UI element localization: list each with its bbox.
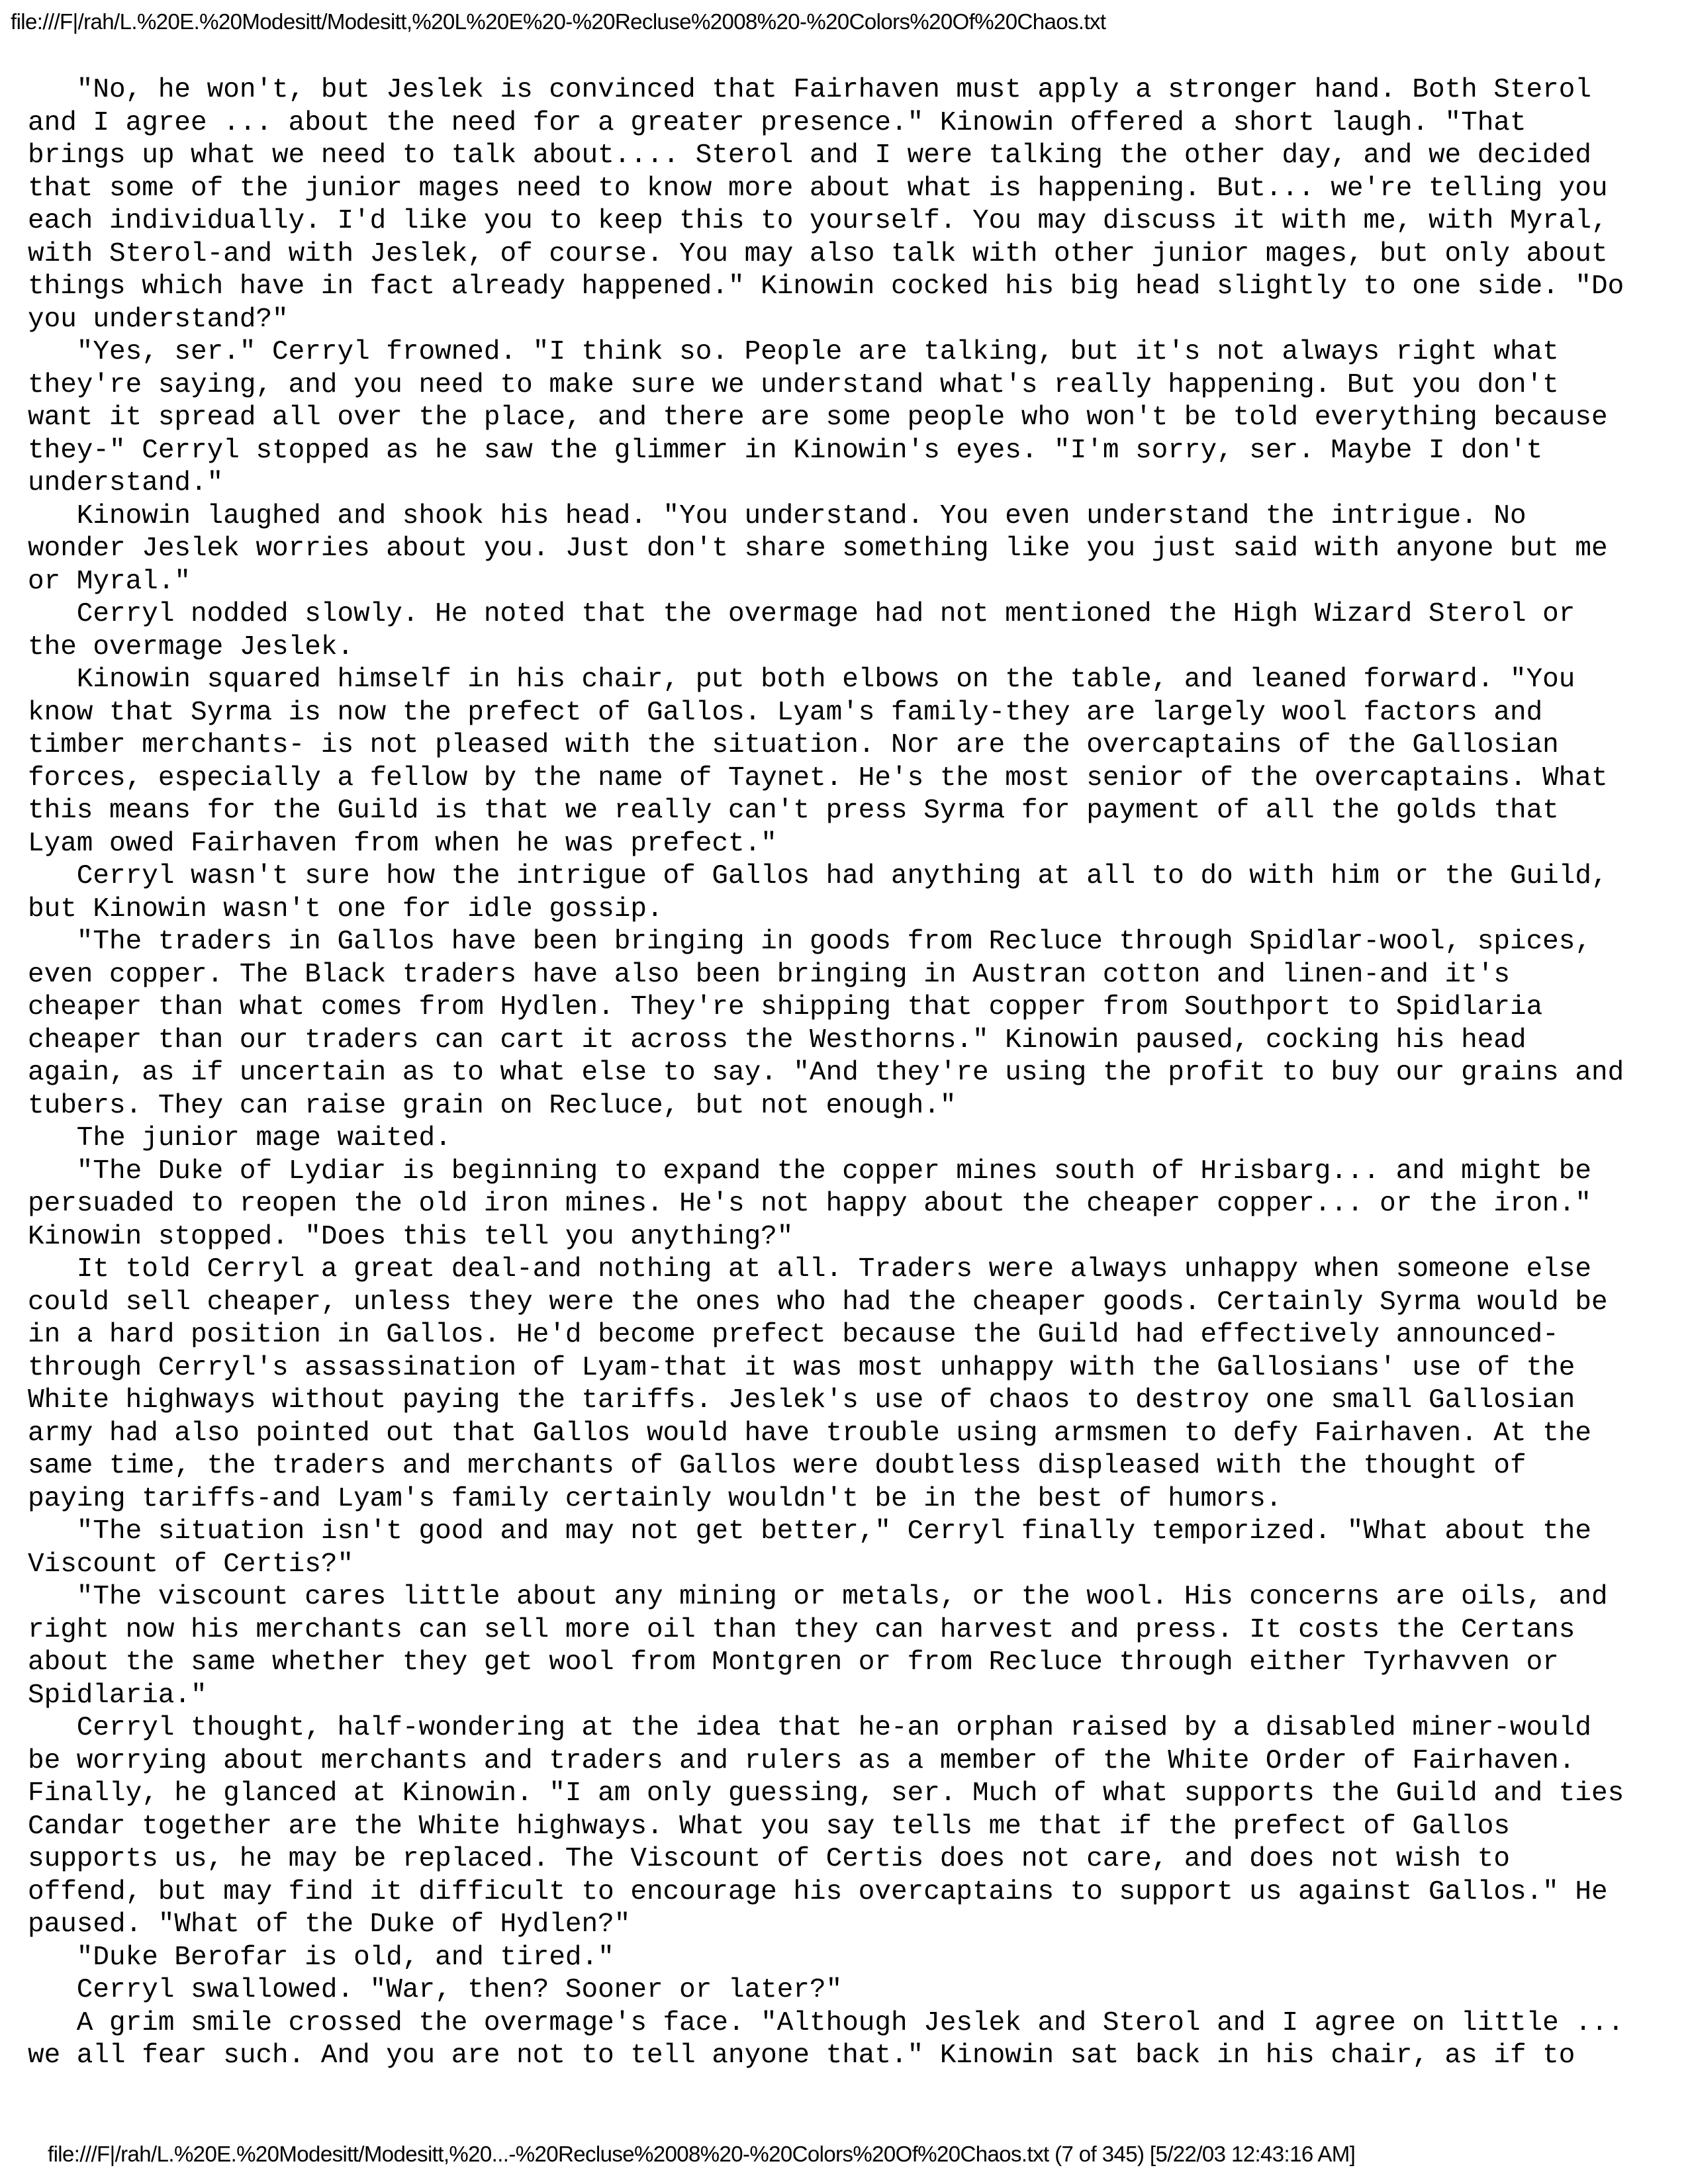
text-line: "No, he won't, but Jeslek is convinced that Fairhaven must apply a stronger hand. Both Sterol (28, 75, 1591, 105)
text-line: through Cerryl's assassination of Lyam-that it was most unhappy with the Gallosians' use of the (28, 1352, 1575, 1383)
text-line: we all fear such. And you are not to tell anyone that." Kinowin sat back in his chair, as if to (28, 2040, 1575, 2071)
text-line: cheaper than what comes from Hydlen. They're shipping that copper from Southport to Spidlaria (28, 992, 1543, 1023)
text-line: even copper. The Black traders have also been bringing in Austran cotton and linen-and it's (28, 959, 1510, 990)
text-line: things which have in fact already happened." Kinowin cocked his big head slightly to one side. "Do (28, 271, 1624, 302)
text-line: Lyam owed Fairhaven from when he was prefect." (28, 828, 777, 859)
text-line: they-" Cerryl stopped as he saw the glimmer in Kinowin's eyes. "I'm sorry, ser. Maybe I don't (28, 435, 1543, 466)
text-line: or Myral." (28, 566, 191, 597)
text-line: The junior mage waited. (28, 1123, 451, 1154)
text-line: Kinowin laughed and shook his head. "You understand. You even understand the intrigue. No (28, 500, 1526, 531)
text-line: wonder Jeslek worries about you. Just don't share something like you just said with anyone but me (28, 533, 1608, 564)
text-line: paused. "What of the Duke of Hydlen?" (28, 1909, 631, 1940)
text-line: "The Duke of Lydiar is beginning to expand the copper mines south of Hrisbarg... and might be (28, 1156, 1591, 1187)
text-line: know that Syrma is now the prefect of Gallos. Lyam's family-they are largely wool factors and (28, 697, 1543, 728)
text-line: Kinowin squared himself in his chair, put both elbows on the table, and leaned forward. "You (28, 664, 1575, 695)
text-line: "Yes, ser." Cerryl frowned. "I think so. People are talking, but it's not always right what (28, 337, 1559, 367)
text-line: Spidlaria." (28, 1680, 207, 1711)
text-line: about the same whether they get wool from Montgren or from Recluce through either Tyrhavven or (28, 1647, 1559, 1678)
text-line: Cerryl wasn't sure how the intrigue of Gallos had anything at all to do with him or the Guild, (28, 861, 1608, 891)
text-line: with Sterol-and with Jeslek, of course. You may also talk with other junior mages, but only about (28, 238, 1608, 269)
text-line: the overmage Jeslek. (28, 631, 354, 662)
text-line: forces, especially a fellow by the name of Taynet. He's the most senior of the overcaptains. What (28, 762, 1608, 794)
text-line: but Kinowin wasn't one for idle gossip. (28, 893, 663, 925)
text-line: White highways without paying the tariffs. Jeslek's use of chaos to destroy one small Gallosian (28, 1385, 1575, 1416)
text-line: Candar together are the White highways. What you say tells me that if the prefect of Gallos (28, 1811, 1510, 1842)
text-line: tubers. They can raise grain on Recluce, but not enough." (28, 1090, 957, 1121)
text-line: brings up what we need to talk about.... Sterol and I were talking the other day, and we decided (28, 140, 1591, 171)
page-header-file-path: file:///F|/rah/L.%20E.%20Modesitt/Modesitt,%20L%20E%20-%20Recluse%2008%20-%20Colors%20Of%20Chaos.txt (11, 9, 1106, 34)
text-line: Cerryl thought, half-wondering at the idea that he-an orphan raised by a disabled miner-would (28, 1713, 1591, 1743)
text-line: "The situation isn't good and may not get better," Cerryl finally temporized. "What about the (28, 1516, 1591, 1547)
text-line: this means for the Guild is that we really can't press Syrma for payment of all the golds that (28, 796, 1559, 826)
text-line: again, as if uncertain as to what else to say. "And they're using the profit to buy our grains and (28, 1058, 1624, 1088)
text-line: right now his merchants can sell more oil than they can harvest and press. It costs the Certans (28, 1614, 1575, 1645)
text-line: Cerryl swallowed. "War, then? Sooner or later?" (28, 1975, 843, 2005)
text-line: in a hard position in Gallos. He'd become prefect because the Guild had effectively announced- (28, 1320, 1559, 1350)
text-line: same time, the traders and merchants of Gallos were doubtless displeased with the thought of (28, 1451, 1526, 1481)
text-line: each individually. I'd like you to keep this to yourself. You may discuss it with me, with Myral, (28, 206, 1608, 236)
text-line: cheaper than our traders can cart it across the Westhorns." Kinowin paused, cocking his head (28, 1024, 1526, 1056)
text-line: A grim smile crossed the overmage's face. "Although Jeslek and Sterol and I agree on little ... (28, 2007, 1624, 2038)
page-footer-file-path: file:///F|/rah/L.%20E.%20Modesitt/Modesitt,%20...-%20Recluse%2008%20-%20Colors%20Of%20Chaos.txt (7 of 345) [5/22/03 12:43:16 AM] (48, 2142, 1356, 2166)
text-line: paying tariffs-and Lyam's family certainly wouldn't be in the best of humors. (28, 1483, 1282, 1514)
text-line: Cerryl nodded slowly. He noted that the overmage had not mentioned the High Wizard Sterol or (28, 599, 1575, 629)
text-line: could sell cheaper, unless they were the ones who had the cheaper goods. Certainly Syrma would be (28, 1287, 1608, 1318)
document-body (28, 74, 1669, 2073)
text-line: It told Cerryl a great deal-and nothing at all. Traders were always unhappy when someone else (28, 1254, 1591, 1285)
text-line: "Duke Berofar is old, and tired." (28, 1942, 614, 1973)
text-line: "The viscount cares little about any mining or metals, or the wool. His concerns are oils, and (28, 1582, 1608, 1612)
text-line: and I agree ... about the need for a greater presence." Kinowin offered a short laugh. "That (28, 107, 1526, 138)
text-line: supports us, he may be replaced. The Viscount of Certis does not care, and does not wish to (28, 1844, 1510, 1874)
text-line: understand." (28, 468, 224, 498)
text-line: Kinowin stopped. "Does this tell you anything?" (28, 1221, 794, 1252)
text-line: be worrying about merchants and traders and rulers as a member of the White Order of Fairhaven. (28, 1745, 1575, 1776)
text-line: that some of the junior mages need to know more about what is happening. But... we're telling you (28, 173, 1608, 204)
text-line: Finally, he glanced at Kinowin. "I am only guessing, ser. Much of what supports the Guild and ties (28, 1778, 1624, 1809)
text-line: they're saying, and you need to make sure we understand what's really happening. But you don't (28, 369, 1559, 400)
text-line: army had also pointed out that Gallos would have trouble using armsmen to defy Fairhaven. At the (28, 1418, 1591, 1449)
text-line: timber merchants- is not pleased with the situation. Nor are the overcaptains of the Gallosian (28, 730, 1559, 760)
text-line: you understand?" (28, 304, 289, 335)
text-line: Viscount of Certis?" (28, 1549, 354, 1580)
text-line: persuaded to reopen the old iron mines. He's not happy about the cheaper copper... or the iron." (28, 1189, 1591, 1219)
text-line: "The traders in Gallos have been bringing in goods from Recluce through Spidlar-wool, spices, (28, 927, 1591, 957)
text-line: offend, but may find it difficult to encourage his overcaptains to support us against Gallos." He (28, 1876, 1608, 1907)
text-line: want it spread all over the place, and there are some people who won't be told everything because (28, 402, 1608, 433)
